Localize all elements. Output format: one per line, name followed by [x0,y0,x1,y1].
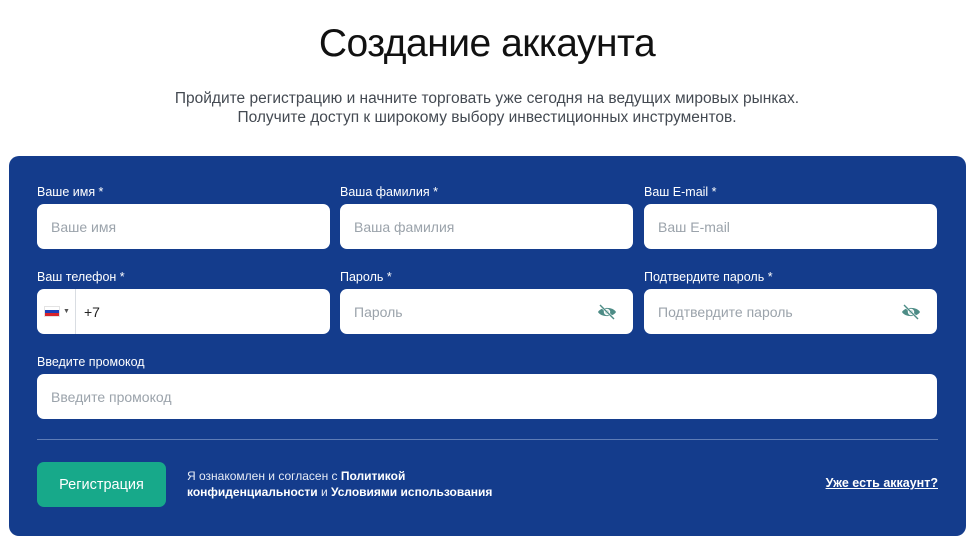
promo-input[interactable] [37,374,937,419]
last-name-label: Ваша фамилия * [340,185,438,199]
promo-box [37,374,937,419]
confirm-password-field [644,269,937,334]
password-input[interactable] [340,289,595,334]
page-subtitle [0,89,974,127]
phone-country-code: +7 [83,303,100,320]
first-name-box [37,204,330,249]
terms-of-use-link[interactable]: Условиями использования [331,485,493,499]
phone-input[interactable] [100,289,330,334]
promo-field [37,354,937,419]
phone-box [37,289,330,334]
phone-field [37,269,330,334]
confirm-password-label: Подтвердите пароль * [644,270,773,284]
consent-and: и [317,485,331,499]
first-name-field [37,184,330,249]
subtitle-line-2: Получите доступ к широкому выбору инвестиционных инструментов. [237,109,737,126]
russia-flag-icon [44,306,60,317]
login-link[interactable]: Уже есть аккаунт? [825,476,938,490]
registration-form-card [9,156,966,536]
eye-off-icon[interactable] [899,302,923,322]
email-box [644,204,937,249]
privacy-policy-link[interactable]: Политикой конфиденциальности [187,469,406,499]
eye-off-icon[interactable] [595,302,619,322]
last-name-field [340,184,633,249]
last-name-input[interactable] [340,204,633,249]
caret-down-icon: ▼ [63,308,70,315]
email-field [644,184,937,249]
last-name-box [340,204,633,249]
email-label: Ваш E-mail * [644,185,717,199]
consent-text [187,468,517,500]
first-name-label: Ваше имя * [37,185,104,199]
password-field [340,269,633,334]
password-label: Пароль * [340,270,392,284]
first-name-input[interactable] [37,204,330,249]
password-box [340,289,633,334]
register-button[interactable]: Регистрация [37,462,166,507]
subtitle-line-1: Пройдите регистрацию и начните торговать уже сегодня на ведущих мировых рынках. [174,90,800,107]
promo-label: Введите промокод [37,355,145,369]
confirm-password-input[interactable] [644,289,899,334]
form-divider [37,439,938,440]
page-title: Создание аккаунта [318,22,656,65]
phone-label: Ваш телефон * [37,270,125,284]
country-selector[interactable] [37,289,76,334]
consent-prefix: Я ознакомлен и согласен с [187,469,341,483]
confirm-password-box [644,289,937,334]
email-input[interactable] [644,204,937,249]
